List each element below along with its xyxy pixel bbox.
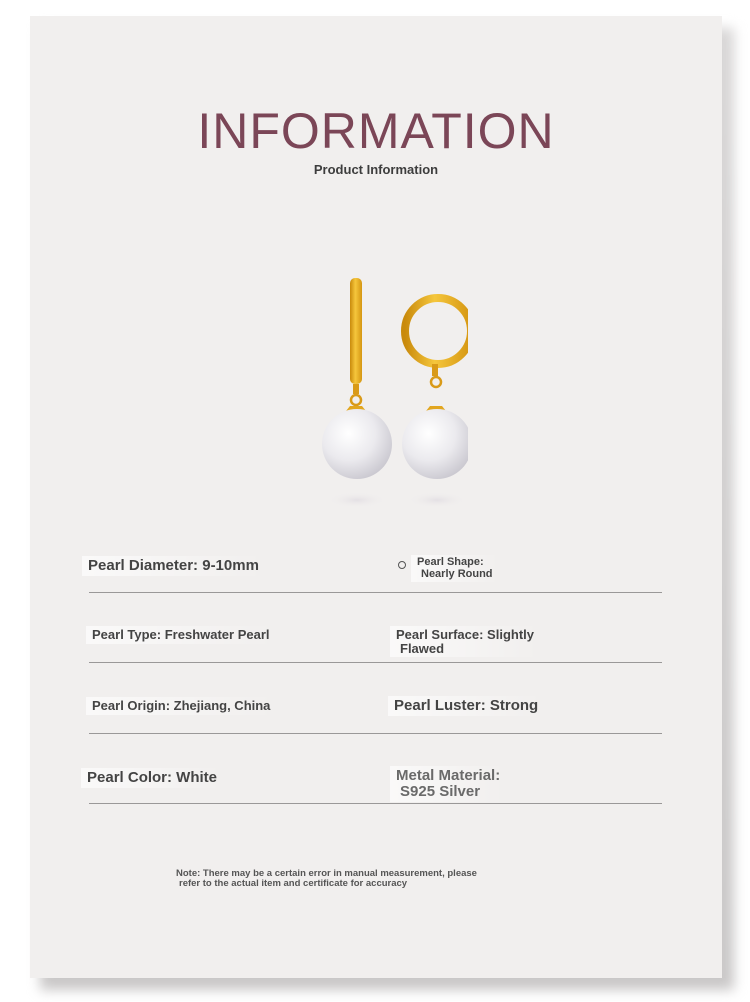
bullet-icon — [398, 561, 406, 569]
info-card — [30, 16, 722, 978]
disclaimer-note — [176, 869, 576, 890]
page-title: INFORMATION — [197, 103, 555, 159]
row-divider — [89, 592, 662, 593]
spec-pearl-diameter: Pearl Diameter: 9-10mm — [82, 556, 265, 576]
spec-pearl-surface — [390, 626, 540, 657]
spec-pearl-type: Pearl Type: Freshwater Pearl — [86, 626, 276, 644]
spec-pearl-color: Pearl Color: White — [81, 768, 223, 788]
page-subtitle: Product Information — [313, 162, 439, 177]
spec-metal-material — [390, 766, 506, 802]
disclaimer-line-2: refer to the actual item and certificate for accuracy — [179, 878, 408, 890]
row-divider — [89, 662, 662, 663]
disclaimer-line-1: Note: There may be a certain error in manual measurement, please — [176, 868, 477, 879]
spec-metal-material-label: Metal Material: — [396, 767, 501, 784]
spec-pearl-surface-value: Flawed — [400, 640, 445, 656]
spec-pearl-surface-label: Pearl Surface: Slightly — [396, 627, 534, 642]
row-divider — [89, 733, 662, 734]
pearl-earrings-icon — [288, 256, 468, 516]
spec-pearl-shape — [411, 555, 499, 582]
row-divider — [89, 803, 662, 804]
spec-pearl-origin: Pearl Origin: Zhejiang, China — [86, 697, 276, 715]
spec-metal-material-value: S925 Silver — [400, 782, 481, 800]
spec-pearl-luster: Pearl Luster: Strong — [388, 696, 544, 716]
spec-pearl-shape-label: Pearl Shape: — [417, 556, 484, 568]
spec-pearl-shape-value: Nearly Round — [421, 567, 493, 580]
